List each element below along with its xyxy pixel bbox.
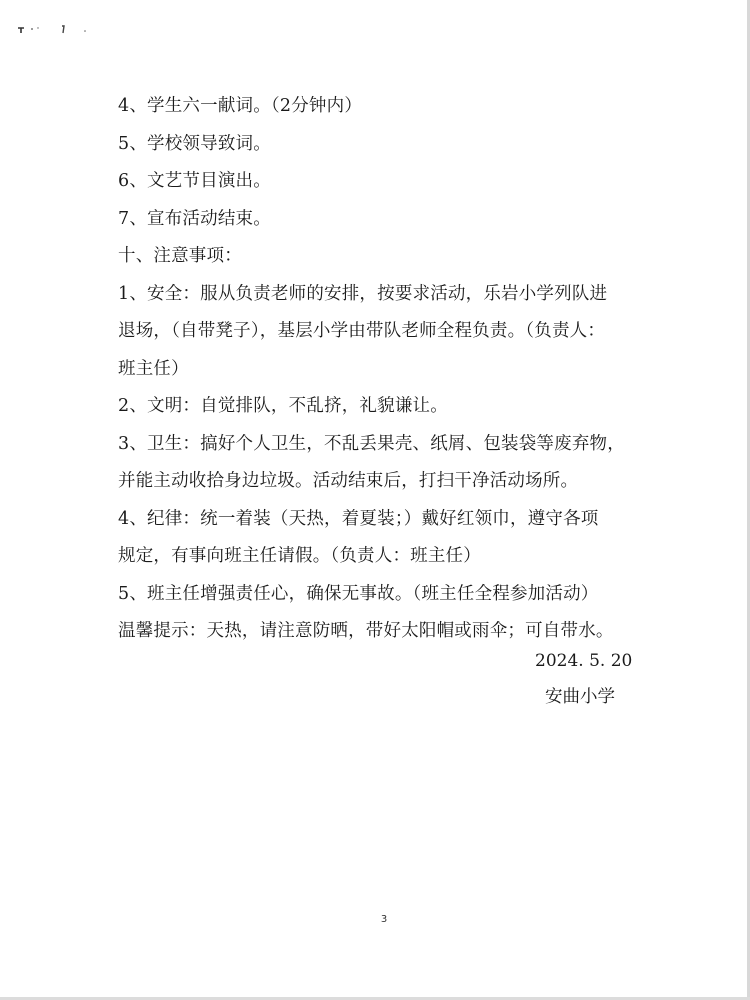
document-date: 2024. 5. 20 (535, 651, 633, 671)
text-line: 4、学生六一献词。（2分钟内） (118, 96, 363, 116)
text-line: 班主任） (118, 358, 189, 379)
scan-speck-marks (14, 22, 104, 36)
document-signer: 安曲小学 (545, 687, 615, 707)
text-line: 规定，有事向班主任请假。（负责人：班主任） (118, 546, 481, 566)
text-line: 4、纪律：统一着装（天热，着夏装；）戴好红领巾，遵守各项 (118, 508, 599, 529)
text-line: 2、文明：自觉排队，不乱挤，礼貌谦让。 (118, 396, 448, 416)
text-line: 3、卫生：搞好个人卫生，不乱丢果壳、纸屑、包装袋等废弃物， (118, 433, 625, 454)
text-line: 退场，（自带凳子），基层小学由带队老师全程负责。（负责人： (118, 321, 606, 341)
section-heading: 十、注意事项： (118, 246, 242, 266)
text-line: 1、安全：服从负责老师的安排，按要求活动，乐岩小学列队进 (118, 283, 608, 304)
document-body (118, 88, 663, 651)
text-line: 5、班主任增强责任心，确保无事故。（班主任全程参加活动） (118, 583, 599, 604)
text-line: 7、宣布活动结束。 (118, 208, 271, 229)
text-line: 温馨提示：天热，请注意防晒，带好太阳帽或雨伞；可自带水。 (118, 621, 614, 641)
text-line: 并能主动收拾身边垃圾。活动结束后，打扫干净活动场所。 (118, 471, 579, 491)
text-line: 5、学校领导致词。 (118, 133, 271, 154)
page-number: 3 (380, 914, 388, 925)
text-line: 6、文艺节目演出。 (118, 171, 271, 191)
